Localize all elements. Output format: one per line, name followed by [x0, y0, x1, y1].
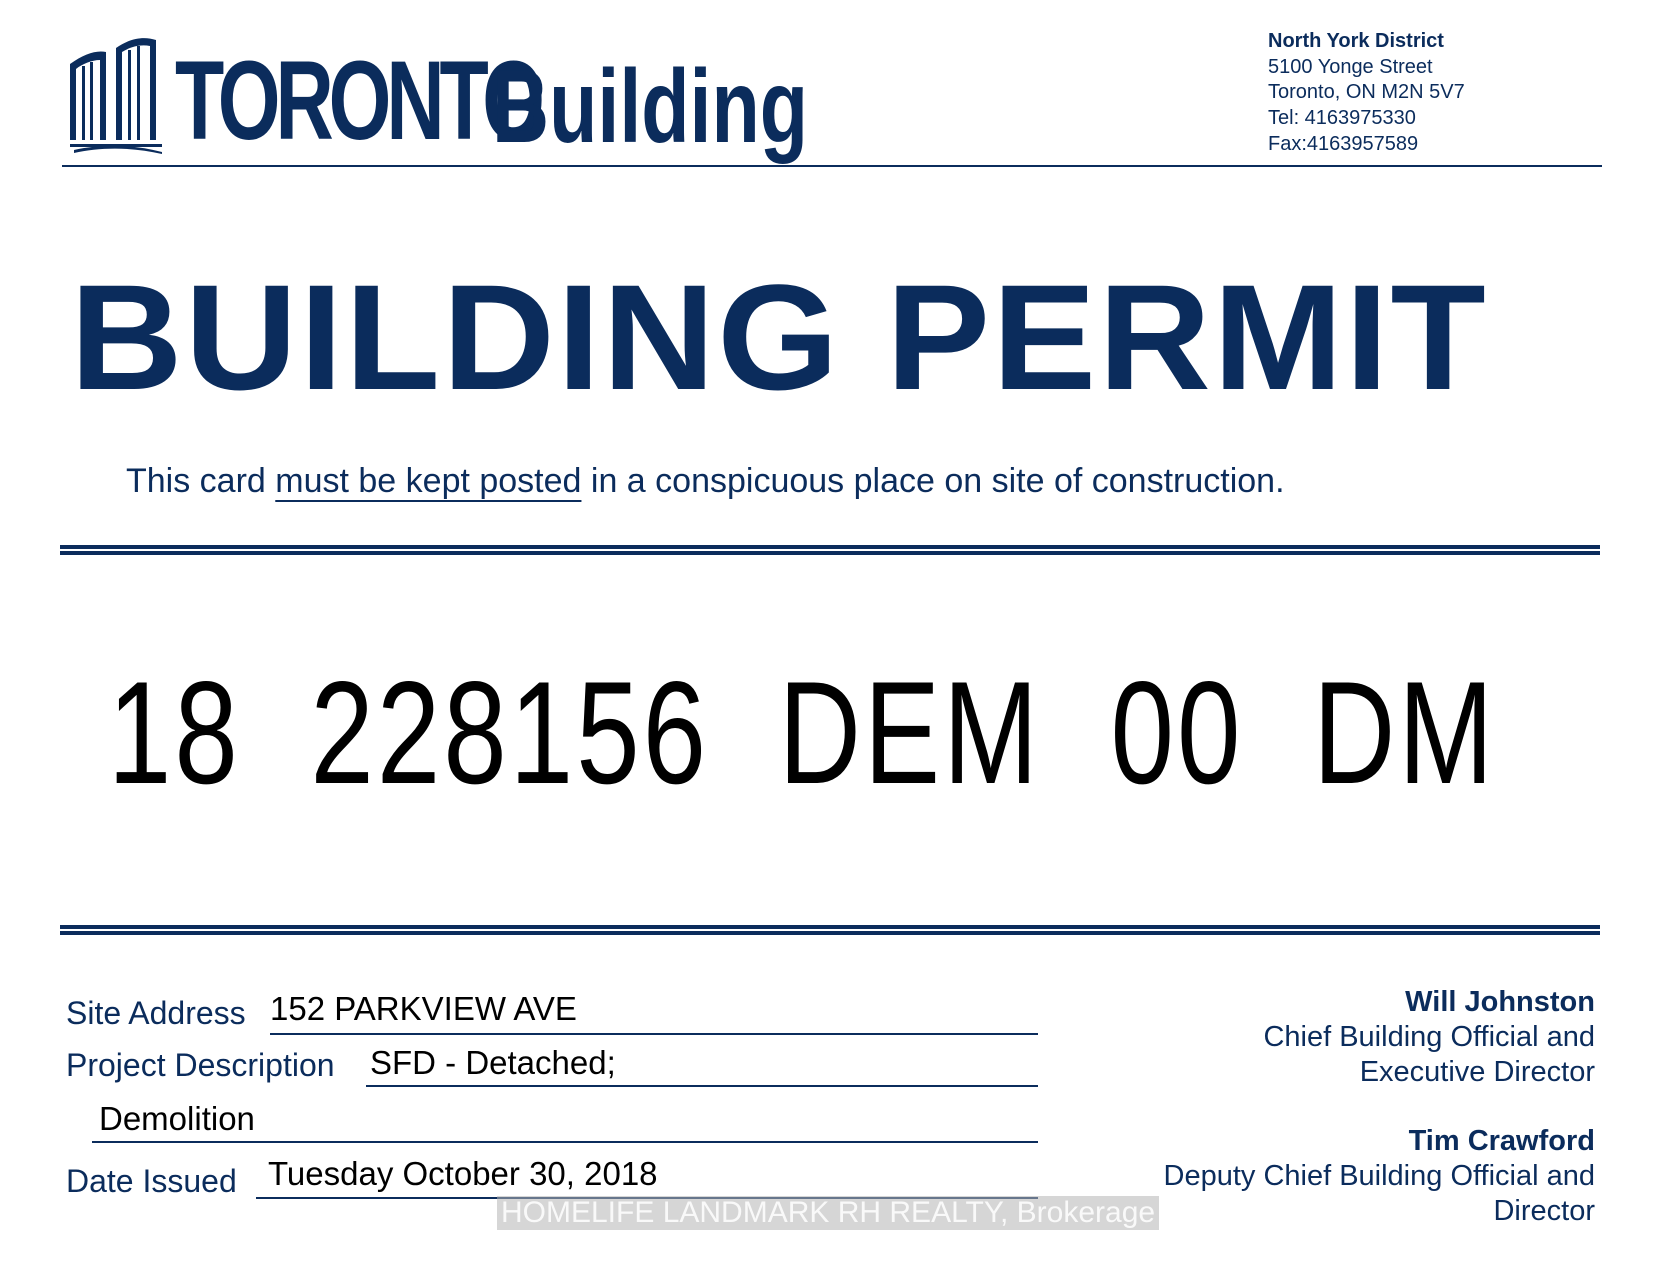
notice-text-before: This card — [126, 462, 276, 500]
official-2-name: Tim Crawford — [1408, 1125, 1595, 1157]
document-title: BUILDING PERMIT — [70, 253, 1488, 421]
district-city: Toronto, ON M2N 5V7 — [1268, 81, 1465, 103]
notice-text-underlined: must be kept posted — [275, 462, 582, 500]
header-divider — [62, 165, 1602, 167]
district-phone: Tel: 4163975330 — [1268, 107, 1416, 129]
date-issued-value: Tuesday October 30, 2018 — [268, 1155, 658, 1192]
toronto-city-hall-logo-icon — [70, 36, 162, 156]
double-rule-bottom — [60, 925, 1600, 935]
site-address-label: Site Address — [66, 995, 246, 1031]
project-description-underline-2 — [92, 1141, 1038, 1143]
brand-word-toronto: TORONTO — [175, 38, 540, 163]
date-issued-label: Date Issued — [66, 1163, 237, 1199]
project-description-underline — [366, 1085, 1038, 1087]
permit-number: 18 228156 DEM 00 DM — [108, 651, 1497, 814]
district-name: North York District — [1268, 30, 1444, 52]
official-1-title-line-1: Chief Building Official and — [1263, 1021, 1595, 1053]
official-2-title-line-2: Director — [1493, 1195, 1595, 1227]
official-1-title-line-2: Executive Director — [1359, 1056, 1595, 1088]
posting-notice — [126, 462, 1285, 501]
site-address-value: 152 PARKVIEW AVE — [270, 990, 577, 1027]
official-1-name: Will Johnston — [1405, 986, 1595, 1018]
project-description-label: Project Description — [66, 1047, 335, 1083]
project-description-value: SFD - Detached; — [370, 1044, 616, 1081]
double-rule-top — [60, 545, 1600, 555]
brand-word-building: Building — [492, 49, 809, 165]
notice-text-after: in a conspicuous place on site of construction. — [581, 462, 1285, 500]
district-street: 5100 Yonge Street — [1268, 56, 1433, 78]
official-2-title-line-1: Deputy Chief Building Official and — [1163, 1160, 1595, 1192]
project-description-value-line-2: Demolition — [99, 1100, 255, 1137]
district-fax: Fax:4163957589 — [1268, 133, 1419, 155]
brokerage-watermark: HOMELIFE LANDMARK RH REALTY, Brokerage — [497, 1196, 1159, 1230]
site-address-underline — [270, 1033, 1038, 1035]
